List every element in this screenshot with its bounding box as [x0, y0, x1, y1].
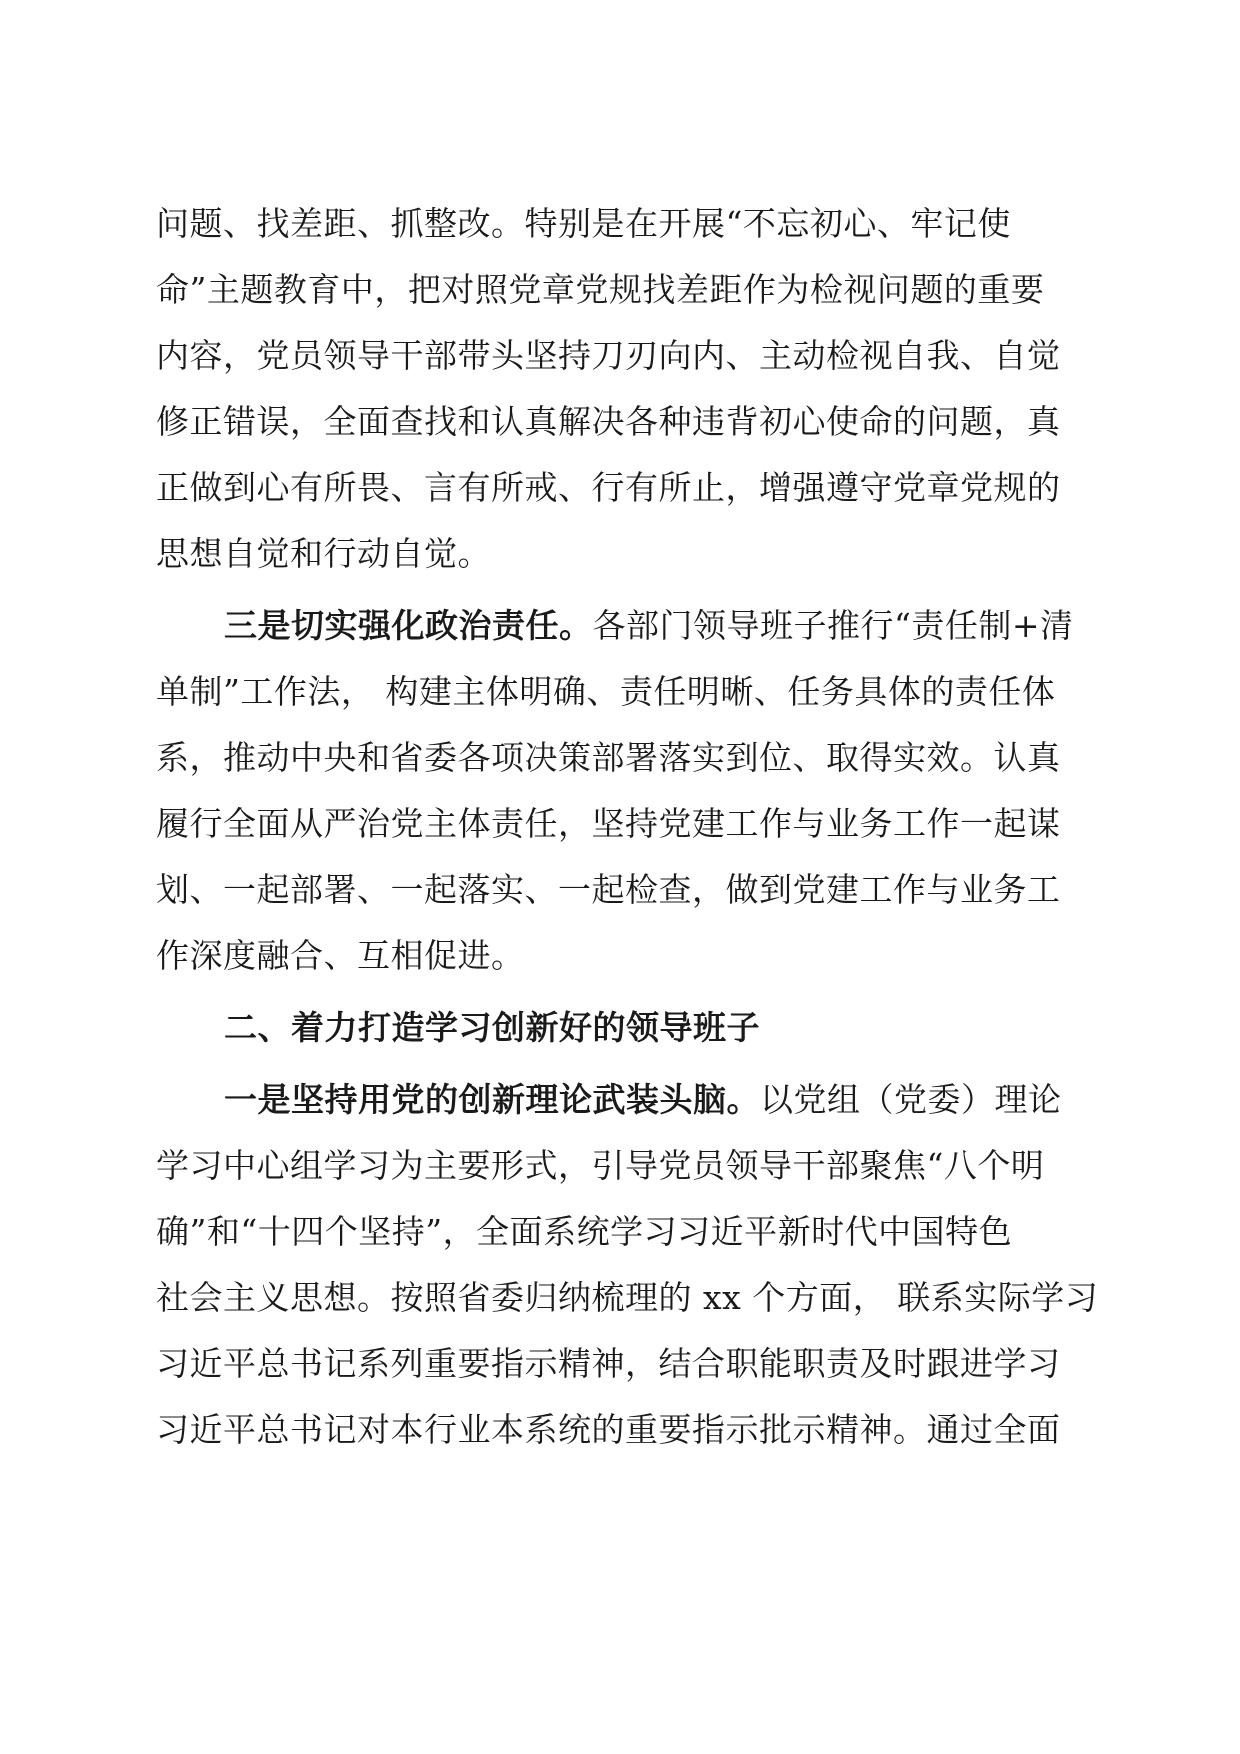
text-line: 思想自觉和行动自觉。: [156, 534, 491, 573]
text-line: 履行全面从严治党主体责任，坚持党建工作与业务工作一起谋: [156, 804, 1061, 843]
paragraph-lead: 一是坚持用党的创新理论武装头脑。: [224, 1080, 760, 1119]
paragraph-text: 各部门领导班子推行“责任制+清: [592, 606, 1074, 645]
text-line: 习近平总书记系列重要指示精神，结合职能职责及时跟进学习: [156, 1344, 1061, 1383]
text-line: 习近平总书记对本行业本系统的重要指示批示精神。通过全面: [156, 1410, 1061, 1449]
section-heading-block: [156, 995, 1096, 1061]
document-page: [156, 191, 1099, 1463]
section-heading: 二、着力打造学习创新好的领导班子: [224, 1008, 760, 1047]
paragraph-political-responsibility: [156, 593, 1096, 989]
text-line: [156, 1067, 1096, 1133]
paragraph-continued: [156, 191, 1096, 587]
paragraph-innovative-theory: [156, 1067, 1099, 1463]
text-line: 内容，党员领导干部带头坚持刀刃向内、主动检视自我、自觉: [156, 336, 1061, 375]
text-line: 单制”工作法， 构建主体明确、责任明晰、任务具体的责任体: [156, 672, 1056, 711]
text-line: 问题、找差距、抓整改。特别是在开展“不忘初心、牢记使: [156, 204, 1011, 243]
text-line: 修正错误，全面查找和认真解决各种违背初心使命的问题，真: [156, 402, 1061, 441]
text-line: 社会主义思想。按照省委归纳梳理的 xx 个方面， 联系实际学习: [156, 1278, 1099, 1317]
paragraph-lead: 三是切实强化政治责任。: [224, 606, 593, 645]
text-line: 命”主题教育中，把对照党章党规找差距作为检视问题的重要: [156, 270, 1045, 309]
text-line: 划、一起部署、一起落实、一起检查，做到党建工作与业务工: [156, 870, 1061, 909]
text-line: 系，推动中央和省委各项决策部署落实到位、取得实效。认真: [156, 738, 1061, 777]
text-line: 正做到心有所畏、言有所戒、行有所止，增强遵守党章党规的: [156, 468, 1061, 507]
paragraph-text: 以党组（党委）理论: [760, 1080, 1062, 1119]
text-line: 确”和“十四个坚持”，全面系统学习习近平新时代中国特色: [156, 1212, 1013, 1251]
text-line: 学习中心组学习为主要形式，引导党员领导干部聚焦“八个明: [156, 1146, 1045, 1185]
text-line: 作深度融合、互相促进。: [156, 936, 525, 975]
text-line: [156, 593, 1096, 659]
